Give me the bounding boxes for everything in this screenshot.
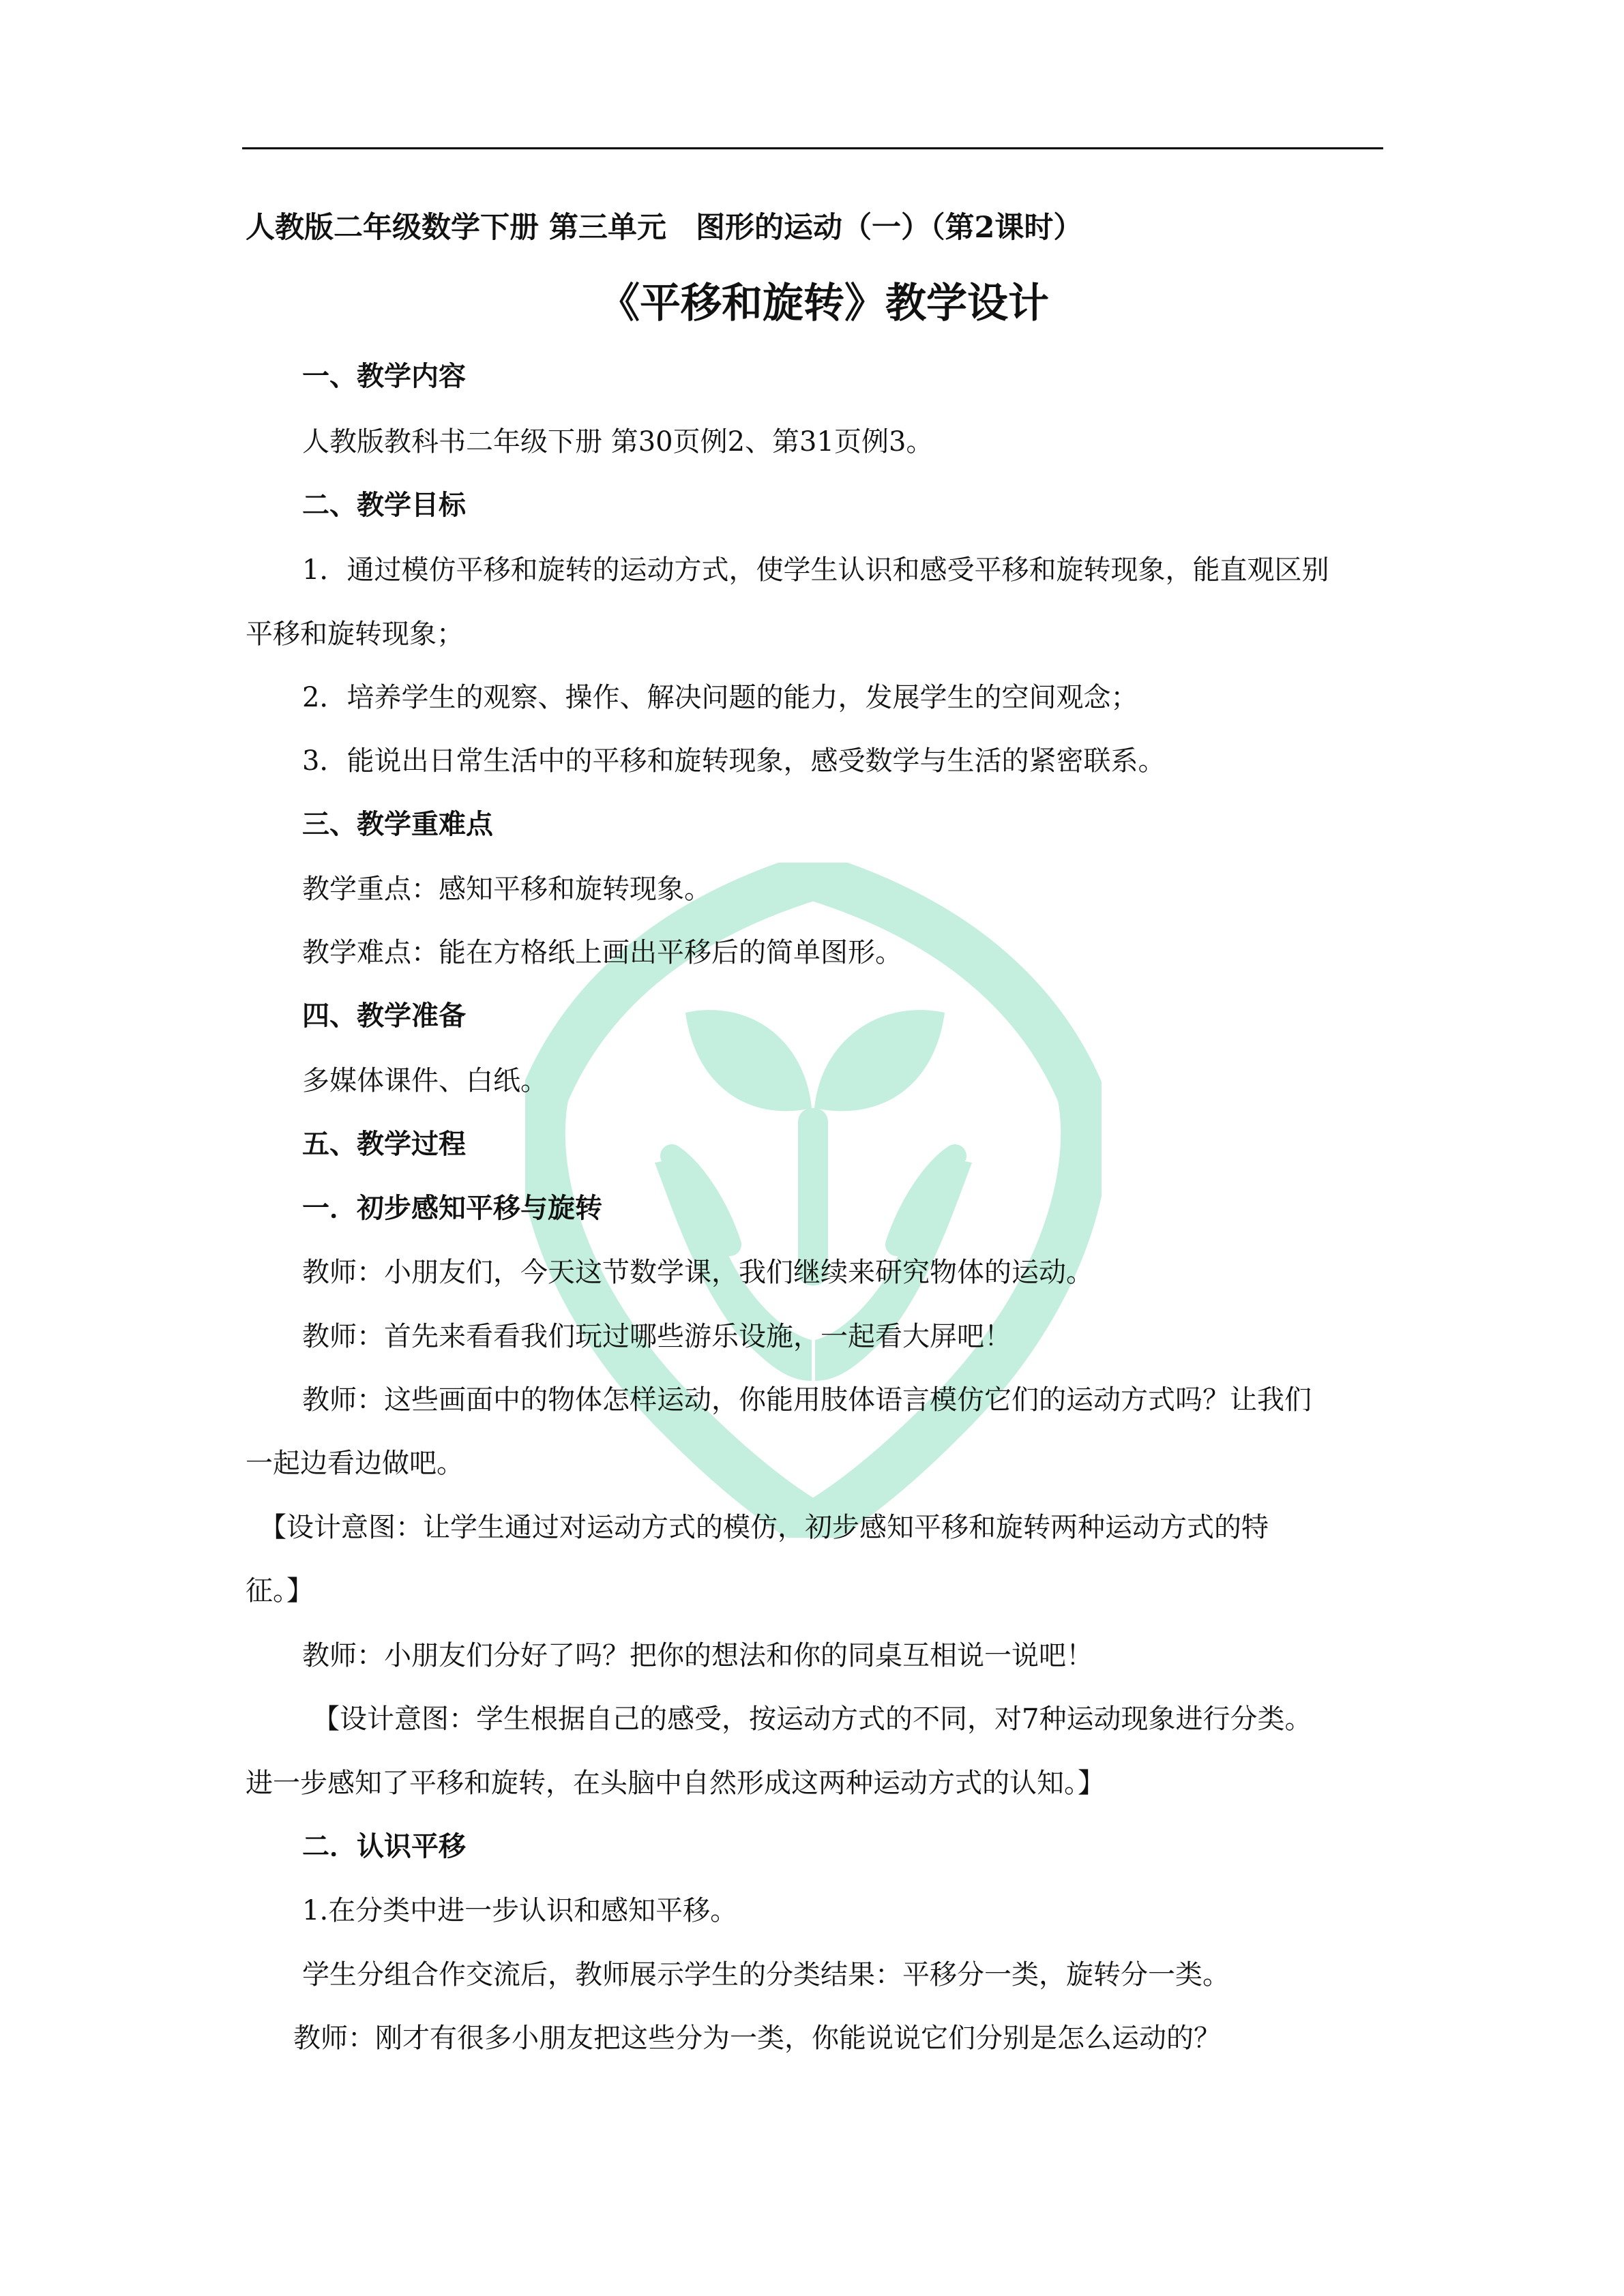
step-2-heading: 二．认识平移	[302, 1830, 466, 1862]
step-2-item-1: 1.在分类中进一步认识和感知平移。	[302, 1895, 738, 1926]
difficult-point: 教学难点：能在方格纸上画出平移后的简单图形。	[302, 937, 902, 968]
goal-2: 2．培养学生的观察、操作、解决问题的能力，发展学生的空间观念；	[302, 682, 1138, 713]
content-text: 人教版教科书二年级下册 第30页例2、第31页例3。	[302, 426, 934, 458]
teacher-line-3-part-1: 教师：这些画面中的物体怎样运动，你能用肢体语言模仿它们的运动方式吗？让我们	[302, 1384, 1312, 1416]
document-title: 《平移和旋转》教学设计	[599, 280, 1049, 327]
key-point: 教学重点：感知平移和旋转现象。	[302, 874, 711, 905]
design-intent-1-part-2: 征。】	[246, 1575, 314, 1607]
goal-1-line-2: 平移和旋转现象；	[246, 618, 464, 650]
step-1-heading: 一．初步感知平移与旋转	[302, 1192, 602, 1224]
prep-text: 多媒体课件、白纸。	[302, 1065, 548, 1097]
step-2-item-3: 教师：刚才有很多小朋友把这些分为一类，你能说说它们分别是怎么运动的？	[293, 2023, 1221, 2054]
section-heading-prep: 四、教学准备	[302, 1000, 466, 1032]
section-heading-content: 一、教学内容	[302, 360, 466, 392]
lesson-info: 人教版二年级数学下册 第三单元 图形的运动（一）（第2课时）	[246, 211, 1083, 245]
design-intent-2-part-2: 进一步感知了平移和旋转，在头脑中自然形成这两种运动方式的认知。】	[246, 1768, 1105, 1799]
goal-1-line-1: 1．通过模仿平移和旋转的运动方式，使学生认识和感受平移和旋转现象，能直观区别	[302, 554, 1329, 586]
section-heading-key-points: 三、教学重难点	[302, 808, 493, 840]
goal-3: 3．能说出日常生活中的平移和旋转现象，感受数学与生活的紧密联系。	[302, 745, 1166, 777]
design-intent-1-part-1: 【设计意图：让学生通过对运动方式的模仿，初步感知平移和旋转两种运动方式的特	[259, 1512, 1269, 1543]
teacher-line-3-part-2: 一起边看边做吧。	[246, 1448, 464, 1479]
teacher-line-4: 教师：小朋友们分好了吗？把你的想法和你的同桌互相说一说吧！	[302, 1640, 1093, 1671]
design-intent-2-part-1: 【设计意图：学生根据自己的感受，按运动方式的不同，对7种运动现象进行分类。	[312, 1703, 1312, 1735]
teacher-line-2: 教师：首先来看看我们玩过哪些游乐设施，一起看大屏吧！	[302, 1321, 1012, 1352]
step-2-item-2: 学生分组合作交流后，教师展示学生的分类结果：平移分一类，旋转分一类。	[302, 1959, 1230, 1991]
section-heading-process: 五、教学过程	[302, 1128, 466, 1160]
section-heading-goals: 二、教学目标	[302, 489, 466, 521]
teacher-line-1: 教师：小朋友们，今天这节数学课，我们继续来研究物体的运动。	[302, 1257, 1093, 1288]
